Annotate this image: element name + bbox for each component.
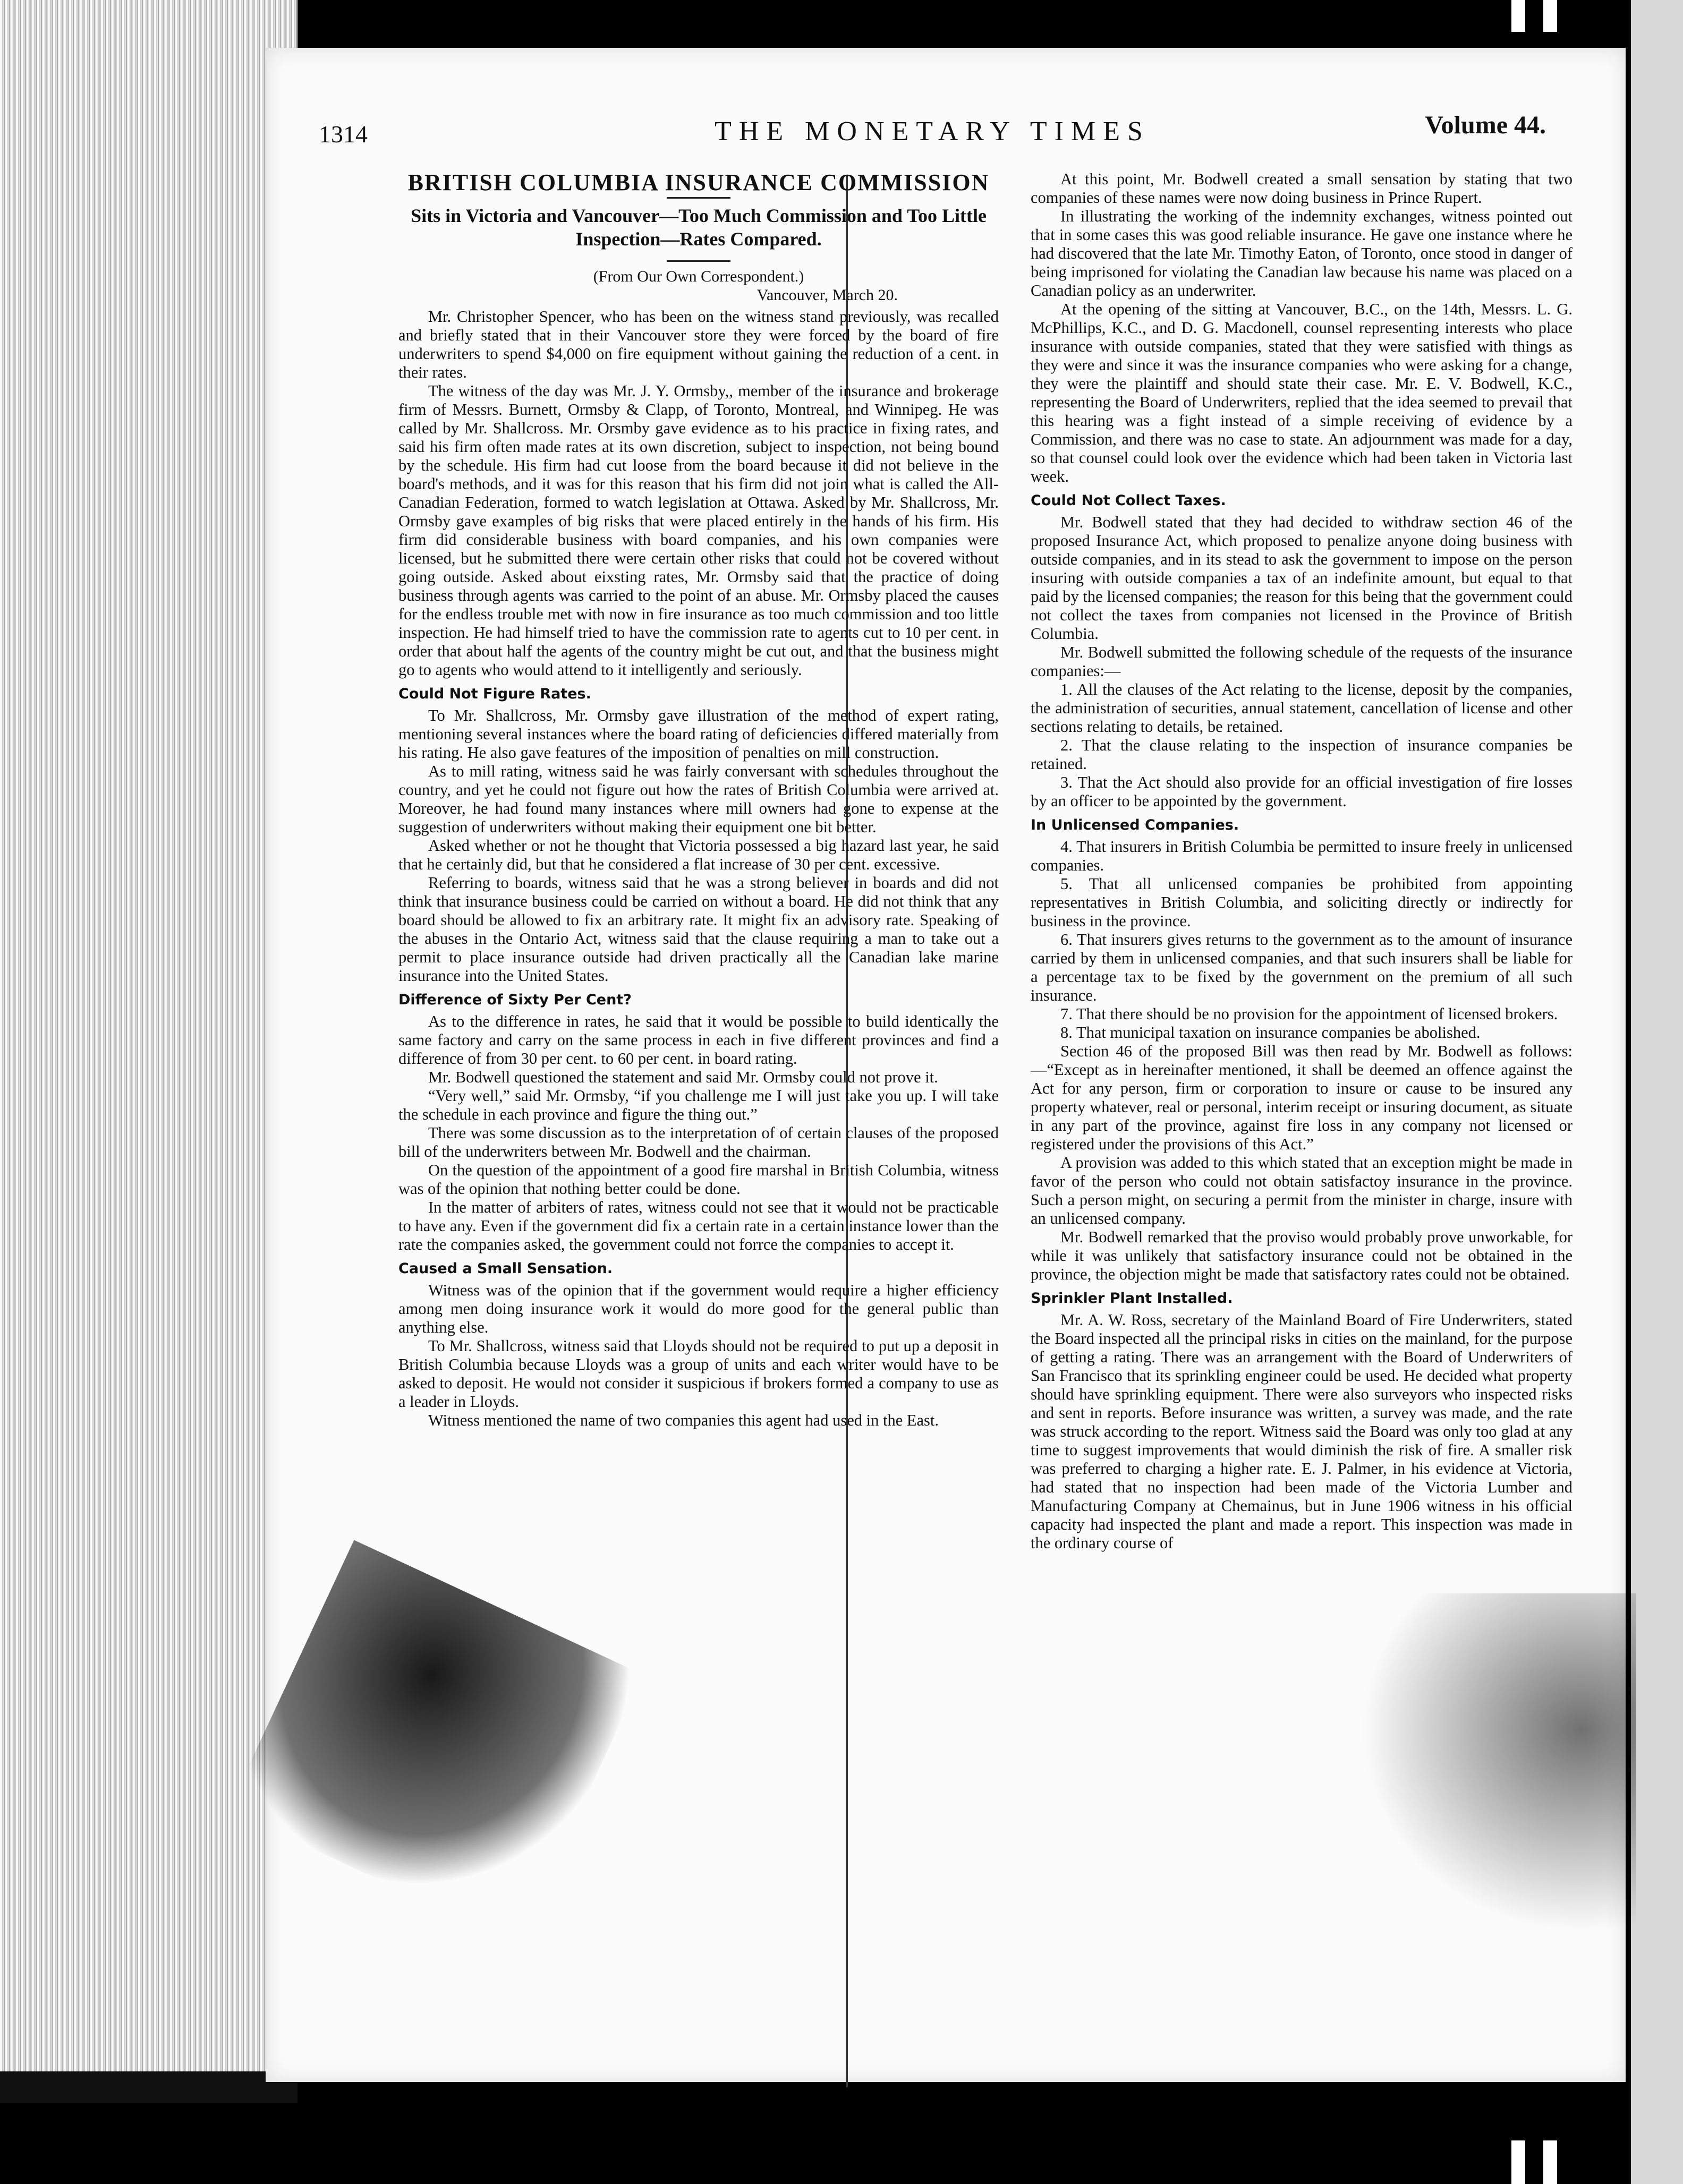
article-dateline: Vancouver, March 20.	[756, 286, 898, 304]
paragraph: Witness was of the opinion that if the government would require a higher efficiency among men doing insurance work it would do more good for the general public than anything else.	[398, 1281, 999, 1336]
right-column	[1031, 170, 1572, 1552]
paragraph: Asked whether or not he thought that Victoria possessed a big hazard last year, he said that he certainly did, but that he considered a flat increase of 30 per cent. excessive.	[398, 837, 999, 873]
paragraph: In illustrating the working of the indemnity exchanges, witness pointed out that in some cases this was good reliable insurance. He gave one instance where he had discovered that the late Mr. Timothy Eaton, of Toronto, once stood in danger of being imprisoned for violating the Canadian law because his name was placed on a Canadian policy as an underwriter.	[1031, 207, 1572, 300]
scan-marker	[1511, 2140, 1525, 2184]
paragraph: 2. That the clause relating to the inspection of insurance companies be retained.	[1031, 736, 1572, 773]
article-headline: BRITISH COLUMBIA INSURANCE COMMISSION	[407, 169, 990, 195]
paragraph: Mr. A. W. Ross, secretary of the Mainland Board of Fire Underwriters, stated the Board inspected all the principal risks in cities on the mainland, for the purpose of getting a rating. There was an arrangement with the Board of Underwriters of San Francisco that its sprinkling engineer could be used. He decided what property should have sprinkling equipment. There were also surveyors who inspected risks and sent in reports. Before insurance was written, a survey was made, and the rate was struck according to the report. Witness said the Board was only too glad at any time to suggest improvements that would diminish the risk of fire. A smaller risk was preferred to charging a higher rate. E. J. Palmer, in his evidence at Victoria, had stated that no inspection had been made of the Victoria Lumber and Manufacturing Company at Chemainus, but in June 1906 witness in his official capacity had inspected the plant and made a report. This inspection was made in the ordinary course of	[1031, 1311, 1572, 1552]
divider	[667, 260, 730, 262]
paragraph: Mr. Bodwell remarked that the proviso would probably prove unworkable, for while it was unlikely that satisfactory insurance could not be obtained in the province, the objection might be made that satisfactory rates could not be obtained.	[1031, 1228, 1572, 1283]
scan-marker	[1543, 0, 1557, 32]
publication-title: THE MONETARY TIMES	[715, 116, 1150, 147]
page-header	[319, 105, 1546, 148]
page-number: 1314	[319, 121, 368, 148]
volume-label: Volume 44.	[1425, 111, 1546, 139]
divider	[667, 197, 730, 199]
section-heading: Caused a Small Sensation.	[398, 1260, 613, 1277]
article-subheadline: Sits in Victoria and Vancouver—Too Much Commission and Too Little Inspection—Rates Compared.	[411, 205, 987, 250]
paragraph: 1. All the clauses of the Act relating to the license, deposit by the companies, the administration of securities, annual statement, cancellation of license and other sections relating to details, be retained.	[1031, 680, 1572, 736]
paragraph: As to the difference in rates, he said that it would be possible to build identically the same factory and carry on the same process in each in five different provinces and find a difference of from 30 per cent. to 60 per cent. in board rating.	[398, 1012, 999, 1068]
paragraph: At the opening of the sitting at Vancouver, B.C., on the 14th, Messrs. L. G. McPhillips, K.C., and D. G. Macdonell, counsel representing interests who place insurance with outside companies, stated that they were satisfied with things as they were and since it was the insurance companies who were asking for a change, they were the plaintiff and should state their case. Mr. E. V. Bodwell, K.C., representing the Board of Underwriters, replied that the idea seemed to prevail that this hearing was a fight instead of a simple receiving of evidence by a Commission, and there was no case to state. An adjournment was made for a day, so that counsel could look over the evidence which had been taken in Victoria last week.	[1031, 300, 1572, 485]
paragraph: 3. That the Act should also provide for an official investigation of fire losses by an officer to be appointed by the government.	[1031, 773, 1572, 810]
paragraph: There was some discussion as to the interpretation of of certain clauses of the proposed bill of the underwriters between Mr. Bodwell and the chairman.	[398, 1124, 999, 1161]
paragraph: Mr. Christopher Spencer, who has been on the witness stand previously, was recalled and briefly stated that in their Vancouver store they were forced by the board of fire underwriters to spend $4,000 on fire equipment without gaining the reduction of a cent. in their rates.	[398, 308, 999, 381]
paragraph: 8. That municipal taxation on insurance companies be abolished.	[1060, 1023, 1481, 1042]
paragraph: As to mill rating, witness said he was fairly conversant with schedules throughout the country, and yet he could not figure out how the rates of British Columbia were arrived at. Moreover, he had found many instances where mill owners had gone to expense at the suggestion of underwriters without making their equipment one bit better.	[398, 762, 999, 836]
left-column-body	[398, 308, 999, 1430]
scan-shadow	[1360, 1593, 1636, 1933]
section-heading: Sprinkler Plant Installed.	[1031, 1290, 1233, 1307]
paragraph: 5. That all unlicensed companies be prohibited from appointing representatives in British Columbia, and soliciting directly or indirectly for business in the province.	[1031, 875, 1572, 930]
section-heading: Could Not Collect Taxes.	[1031, 492, 1226, 509]
section-heading: In Unlicensed Companies.	[1031, 817, 1239, 833]
paragraph: Witness mentioned the name of two companies this agent had used in the East.	[428, 1411, 939, 1429]
paragraph: To Mr. Shallcross, Mr. Ormsby gave illustration of the method of expert rating, mentioning several instances where the board rating of deficiencies differed materially from his rating. He also gave features of the imposition of penalties on mill construction.	[398, 706, 999, 762]
scan-marker	[1543, 2140, 1557, 2184]
article-credit: (From Our Own Correspondent.)	[593, 268, 804, 285]
section-heading: Difference of Sixty Per Cent?	[398, 992, 632, 1008]
next-page-edge	[1631, 0, 1683, 2184]
right-column-body	[1031, 170, 1572, 1552]
paragraph: At this point, Mr. Bodwell created a small sensation by stating that two companies of these names were now doing business in Prince Rupert.	[1031, 170, 1572, 207]
paragraph: Mr. Bodwell questioned the statement and said Mr. Ormsby could not prove it.	[428, 1068, 938, 1086]
paragraph: Referring to boards, witness said that he was a strong believer in boards and did not think that insurance business could be carried on without a board. He did not think that any board should be allowed to fix an arbitrary rate. It might fix an advisory rate. Speaking of the abuses in the Ontario Act, witness said that the clause requiring a man to take out a permit to place insurance outside had driven practically all the Canadian lake marine insurance into the United States.	[398, 874, 999, 985]
paragraph: 7. That there should be no provision for the appointment of licensed brokers.	[1060, 1005, 1558, 1023]
left-column	[398, 170, 999, 1430]
paragraph: In the matter of arbiters of rates, witness could not see that it would not be practicable to have any. Even if the government did fix a certain rate in a certain instance lower than the rate the companies asked, the government could not forrce the companies to accept it.	[398, 1198, 999, 1253]
paragraph: 4. That insurers in British Columbia be permitted to insure freely in unlicensed companies.	[1031, 838, 1572, 874]
paragraph: The witness of the day was Mr. J. Y. Ormsby,, member of the insurance and brokerage firm of Messrs. Burnett, Ormsby & Clapp, of Toronto, Montreal, and Winnipeg. He was called by Mr. Shallcross. Mr. Orsmby gave evidence as to his practice in fixing rates, and said his firm often made rates at its own discretion, subject to inspection, not being bound by the schedule. His firm had cut loose from the board because it did not believe in the board's methods, and it was for this reason that his firm did not join what is called the All-Canadian Federation, formed to watch legislation at Ottawa. Asked by Mr. Shallcross, Mr. Ormsby gave examples of big risks that were placed entirely in the hands of his firm. His firm did considerable business with board companies, and his own companies were licensed, but he submitted there were certain other risks that could not be covered without going outside. Asked about eixsting rates, Mr. Ormsby said that the practice of doing business through agents was carried to the point of an abuse. Mr. Ormsby placed the causes for the endless trouble met with now in fire insurance as too much commission and too little inspection. He had himself tried to have the commission rate to agents cut to 10 per cent. in order that about half the agents of the country might be cut out, and that the business might go to agents who would attend to it intelligently and seriously.	[398, 382, 999, 679]
paragraph: Section 46 of the proposed Bill was then read by Mr. Bodwell as follows:—“Except as in hereinafter mentioned, it shall be deemed an offence against the Act for any person, firm or corporation to insure or cause to be insured any property whatever, real or personal, interim receipt or insuring document, as situate in any part of the province, against fire loss in any company not licensed or registered under the provisions of this Act.”	[1031, 1042, 1572, 1153]
paragraph: To Mr. Shallcross, witness said that Lloyds should not be required to put up a deposit in British Columbia because Lloyds was a group of units and each writer would have to be asked to deposit. He would not consider it suspicious if brokers formed a company to use as a leader in Lloyds.	[398, 1337, 999, 1411]
section-heading: Could Not Figure Rates.	[398, 686, 591, 702]
paragraph: 6. That insurers gives returns to the government as to the amount of insurance carried by them in unlicensed companies, and that such insurers shall be liable for a percentage tax to be fixed by the government on the premium of all such insurance.	[1031, 931, 1572, 1004]
paragraph: Mr. Bodwell stated that they had decided to withdraw section 46 of the proposed Insurance Act, which proposed to penalize anyone doing business with outside companies, and in its stead to ask the government to impose on the person insuring with outside companies a tax of an indefinite amount, but equal to that paid by the licensed companies; the reason for this being that the government could not collect the taxes from companies not licensed in the Province of British Columbia.	[1031, 513, 1572, 643]
paragraph: “Very well,” said Mr. Ormsby, “if you challenge me I will just take you up. I will take the schedule in each province and figure the thing out.”	[398, 1087, 999, 1123]
paragraph: A provision was added to this which stated that an exception might be made in favor of the person who could not obtain satisfactoy insurance in the province. Such a person might, on securing a permit from the minister in charge, insure with an unlicensed company.	[1031, 1154, 1572, 1227]
scan-marker	[1511, 0, 1525, 32]
paragraph: Mr. Bodwell submitted the following schedule of the requests of the insurance companies:—	[1031, 643, 1572, 680]
paragraph: On the question of the appointment of a good fire marshal in British Columbia, witness was of the opinion that nothing better could be done.	[398, 1161, 999, 1198]
